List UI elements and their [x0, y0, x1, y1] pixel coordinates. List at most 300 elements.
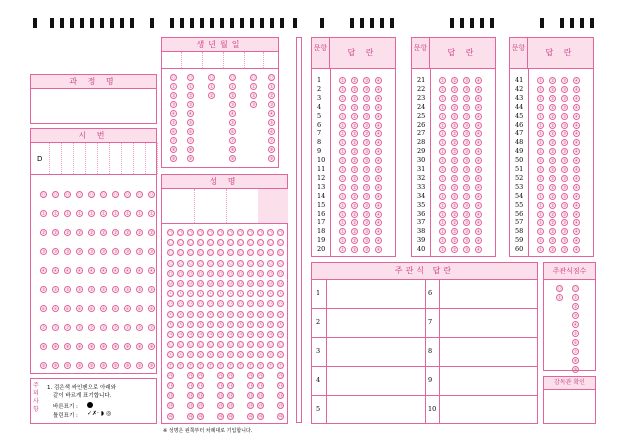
- name-bubble: ㉭: [258, 363, 263, 369]
- score-bubble: ③: [573, 314, 578, 319]
- digit-bubble: ⓪: [149, 193, 154, 198]
- subjective-number: 8: [428, 347, 433, 355]
- choice-bubble: ③: [562, 150, 567, 156]
- choice-bubble: ③: [562, 194, 567, 200]
- choice-bubble: ②: [452, 123, 457, 129]
- footnote: ※ 성명은 왼쪽부터 차례대로 기입합니다.: [163, 428, 253, 434]
- choice-bubble: ①: [340, 150, 345, 156]
- question-number: 38: [417, 227, 426, 236]
- timing-mark: [220, 18, 224, 28]
- name-bubble: ㉭: [168, 363, 173, 369]
- name-bubble: ㉠: [198, 231, 203, 236]
- choice-bubble: ③: [464, 132, 469, 138]
- choice-bubble: ④: [574, 159, 579, 165]
- choice-bubble: ④: [574, 123, 579, 129]
- name-bubble: ㉢: [188, 251, 193, 257]
- digit-bubble: ①: [101, 212, 106, 217]
- choice-bubble: ③: [464, 203, 469, 209]
- birth-digit-bubble: ⑦: [230, 139, 235, 144]
- name-bubble: ㉢: [248, 251, 253, 257]
- choice-bubble: ①: [440, 230, 445, 236]
- choice-bubble: ③: [364, 132, 369, 138]
- digit-bubble: ⓪: [125, 193, 130, 198]
- choice-bubble: ②: [550, 221, 555, 227]
- digit-bubble: ⑥: [101, 307, 106, 312]
- name-bubble: ㉭: [238, 363, 243, 369]
- birth-digit-bubble: ①: [251, 85, 256, 90]
- name-bubble: ㉬: [188, 353, 193, 359]
- choice-bubble: ①: [538, 212, 543, 218]
- choice-bubble: ②: [452, 176, 457, 182]
- number-column-rule: [528, 68, 529, 256]
- name-bubble: ㉠: [228, 231, 233, 236]
- birth-digit-bubble: ①: [188, 85, 193, 90]
- question-number: 25: [417, 111, 426, 120]
- digit-bubble: ④: [41, 269, 46, 274]
- name-bubble: ㉨: [258, 312, 263, 318]
- question-number: 22: [417, 84, 426, 93]
- name-bubble: ㉧: [238, 302, 243, 308]
- birth-digit-bubble: ⑨: [188, 157, 193, 162]
- subjective-number: 10: [428, 405, 437, 413]
- name-bubble: ㉡: [268, 241, 273, 247]
- name-bubble: ㉬: [268, 353, 273, 359]
- name-bubble: ㉲: [218, 414, 223, 420]
- digit-bubble: ①: [149, 212, 154, 217]
- choice-bubble: ③: [364, 185, 369, 191]
- digit-bubble: ⑤: [89, 288, 94, 293]
- choice-bubble: ②: [550, 168, 555, 173]
- name-bubble: ㉮: [218, 373, 223, 379]
- choice-bubble: ③: [562, 123, 567, 129]
- digit-bubble: ④: [89, 269, 94, 274]
- grid-divider: [263, 52, 264, 68]
- choice-bubble: ②: [452, 185, 457, 191]
- name-bubble: ㉫: [248, 343, 253, 349]
- choice-bubble: ②: [452, 159, 457, 165]
- name-bubble: ㉥: [268, 282, 273, 287]
- name-bubble: ㉧: [178, 302, 183, 308]
- name-bubble: ㉭: [178, 363, 183, 369]
- correct-mark-sample: [87, 402, 93, 408]
- choice-bubble: ③: [562, 239, 567, 245]
- birth-digit-bubble: ⑥: [269, 130, 274, 135]
- choice-bubble: ②: [452, 105, 457, 111]
- question-number: 44: [515, 102, 524, 111]
- digit-bubble: ⑨: [125, 364, 130, 369]
- choice-bubble: ②: [550, 105, 555, 111]
- name-bubble: ㉡: [188, 241, 193, 247]
- choice-bubble: ②: [550, 132, 555, 138]
- choice-bubble: ③: [464, 168, 469, 173]
- birth-digit-bubble: ④: [230, 112, 235, 117]
- name-bubble: ㉫: [218, 343, 223, 349]
- choice-bubble: ①: [340, 203, 345, 209]
- question-number: 8: [317, 138, 322, 147]
- timing-mark: [260, 18, 264, 28]
- name-bubble: ㉰: [218, 394, 223, 400]
- birth-digit-bubble: ③: [230, 103, 235, 108]
- digit-bubble: ③: [125, 250, 130, 255]
- name-bubble: ㉪: [208, 333, 213, 338]
- header-rule: [312, 68, 395, 69]
- choice-bubble: ④: [574, 168, 579, 173]
- choice-bubble: ①: [340, 176, 345, 182]
- choice-bubble: ④: [574, 114, 579, 120]
- row-rule: [312, 337, 537, 338]
- birth-digit-bubble: ⑧: [230, 148, 235, 153]
- choice-bubble: ②: [352, 114, 357, 120]
- name-bubble: ㉭: [208, 363, 213, 369]
- choice-bubble: ①: [340, 194, 345, 200]
- choice-bubble: ③: [562, 230, 567, 236]
- digit-bubble: ⑦: [113, 326, 118, 331]
- question-number: 46: [515, 120, 524, 129]
- digit-bubble: ②: [113, 231, 118, 236]
- name-bubble: ㉤: [218, 271, 223, 277]
- name-bubble: ㉢: [228, 251, 233, 257]
- birth-digit-bubble: ②: [209, 94, 214, 99]
- choice-bubble: ②: [452, 194, 457, 200]
- question-number: 39: [417, 236, 426, 245]
- choice-bubble: ④: [574, 230, 579, 236]
- score-bubble: ⓪: [573, 287, 578, 292]
- name-bubble: ㉯: [188, 384, 193, 389]
- exam-number-box: [30, 128, 157, 374]
- wrong-mark-label: 틀린표기 :: [53, 413, 78, 419]
- choice-bubble: ②: [352, 159, 357, 165]
- choice-bubble: ②: [550, 87, 555, 93]
- choice-bubble: ③: [562, 168, 567, 173]
- choice-bubble: ③: [364, 203, 369, 209]
- score-bubble: ⑤: [573, 332, 578, 337]
- name-bubble: ㉧: [228, 302, 233, 308]
- question-number: 10: [317, 156, 326, 165]
- mc-column-2: [411, 37, 496, 257]
- question-header: 문항: [510, 38, 528, 68]
- digit-bubble: ②: [101, 231, 106, 236]
- name-bubble: ㉥: [208, 282, 213, 287]
- grid-divider: [85, 143, 86, 174]
- digit-bubble: ⓪: [113, 193, 118, 198]
- timing-mark: [90, 18, 94, 28]
- name-bubble: ㉬: [208, 353, 213, 359]
- timing-mark: [60, 18, 64, 28]
- name-bubble: ㉫: [188, 343, 193, 349]
- choice-bubble: ①: [340, 79, 345, 84]
- name-bubble: ㉱: [278, 404, 283, 410]
- name-bubble: ㉦: [268, 292, 273, 298]
- digit-bubble: ⑤: [137, 288, 142, 293]
- subjective-number: 1: [316, 289, 321, 297]
- question-number: 14: [317, 191, 326, 200]
- choice-bubble: ②: [550, 185, 555, 191]
- question-number: 31: [417, 165, 426, 173]
- choice-bubble: ②: [550, 141, 555, 147]
- choice-bubble: ④: [376, 203, 381, 209]
- choice-bubble: ①: [538, 248, 543, 254]
- digit-bubble: ⑨: [113, 364, 118, 369]
- birth-digit-bubble: ①: [171, 85, 176, 90]
- timing-mark: [490, 18, 494, 28]
- birth-digit-bubble: ②: [171, 94, 176, 99]
- choice-bubble: ②: [352, 239, 357, 245]
- question-number: 32: [417, 173, 426, 182]
- birth-digit-bubble: ⑤: [188, 121, 193, 126]
- birth-digit-bubble: ⑤: [269, 121, 274, 126]
- name-shaded-cell: [258, 189, 288, 223]
- name-bubble: ㉱: [218, 404, 223, 410]
- exam-number-header: 시 번: [31, 129, 156, 143]
- name-bubble: ㉪: [268, 333, 273, 338]
- subjective-number: 4: [316, 376, 321, 384]
- choice-bubble: ④: [376, 105, 381, 111]
- question-number: 53: [515, 182, 524, 191]
- name-bubble: ㉭: [278, 363, 283, 369]
- digit-bubble: ⑧: [149, 345, 154, 350]
- digit-bubble: ①: [65, 212, 70, 217]
- name-bubble: ㉢: [178, 251, 183, 257]
- name-bubble: ㉭: [268, 363, 273, 369]
- digit-bubble: ④: [113, 269, 118, 274]
- digit-bubble: ⑦: [53, 326, 58, 331]
- digit-bubble: ⓪: [101, 193, 106, 198]
- choice-bubble: ①: [440, 96, 445, 102]
- question-number: 58: [515, 227, 524, 236]
- digit-bubble: ①: [77, 212, 82, 217]
- digit-bubble: ⑤: [53, 288, 58, 293]
- score-bubble: ⑥: [573, 341, 578, 346]
- name-bubble: ㉯: [228, 384, 233, 389]
- name-bubble: ㉣: [228, 261, 233, 267]
- name-bubble: ㉠: [168, 231, 173, 236]
- left-number-rule: [326, 279, 327, 423]
- choice-bubble: ③: [364, 141, 369, 147]
- choice-bubble: ④: [476, 87, 481, 93]
- choice-bubble: ②: [352, 176, 357, 182]
- choice-bubble: ①: [340, 239, 345, 245]
- name-bubble: ㉮: [278, 373, 283, 379]
- name-bubble: ㉥: [248, 282, 253, 287]
- question-number: 17: [317, 218, 326, 227]
- digit-bubble: ⑨: [65, 364, 70, 369]
- choice-bubble: ③: [464, 114, 469, 120]
- digit-bubble: ①: [137, 212, 142, 217]
- name-bubble: ㉥: [168, 282, 173, 287]
- question-number: 24: [417, 102, 426, 111]
- choice-bubble: ③: [562, 141, 567, 147]
- name-bubble: ㉲: [278, 414, 283, 420]
- choice-bubble: ①: [340, 221, 345, 227]
- name-bubble: ㉧: [258, 302, 263, 308]
- choice-bubble: ①: [538, 194, 543, 200]
- choice-bubble: ④: [376, 141, 381, 147]
- question-number: 52: [515, 173, 524, 182]
- name-bubble: ㉮: [248, 373, 253, 379]
- choice-bubble: ③: [562, 185, 567, 191]
- course-name-box: [30, 74, 157, 124]
- digit-bubble: ⓪: [137, 193, 142, 198]
- name-bubble: ㉬: [178, 353, 183, 359]
- name-bubble: ㉡: [178, 241, 183, 247]
- digit-bubble: ③: [53, 250, 58, 255]
- digit-bubble: ⑨: [101, 364, 106, 369]
- name-bubble: ㉭: [218, 363, 223, 369]
- subjective-answer-box: [311, 262, 538, 424]
- question-number: 29: [417, 147, 426, 156]
- name-bubble: ㉬: [218, 353, 223, 359]
- question-number: 60: [515, 245, 524, 254]
- choice-bubble: ④: [376, 176, 381, 182]
- name-bubble: ㉪: [198, 333, 203, 338]
- question-number: 43: [515, 93, 524, 102]
- choice-bubble: ②: [352, 194, 357, 200]
- birth-digit-bubble: ⑥: [230, 130, 235, 135]
- name-bubble: ㉣: [258, 261, 263, 267]
- choice-bubble: ④: [574, 87, 579, 93]
- birth-digit-bubble: ⓪: [188, 76, 193, 81]
- digit-bubble: ⑦: [149, 326, 154, 331]
- name-bubble: ㉢: [218, 251, 223, 257]
- question-number: 30: [417, 156, 426, 165]
- row-rule: [312, 366, 537, 367]
- choice-bubble: ②: [452, 87, 457, 93]
- digit-bubble: ⑥: [137, 307, 142, 312]
- choice-bubble: ①: [440, 114, 445, 120]
- name-bubble: ㉬: [228, 353, 233, 359]
- birth-digit-bubble: ⓪: [251, 76, 256, 81]
- name-bubble: ㉠: [278, 231, 283, 236]
- name-bubble: ㉭: [198, 363, 203, 369]
- choice-bubble: ②: [352, 96, 357, 102]
- name-bubble: ㉦: [168, 292, 173, 298]
- choice-bubble: ②: [352, 168, 357, 173]
- name-bubble: ㉠: [178, 231, 183, 236]
- name-bubble: ㉫: [258, 343, 263, 349]
- name-bubble: ㉯: [168, 384, 173, 389]
- answer-header: 답 란: [430, 38, 495, 68]
- grid-divider: [145, 143, 146, 174]
- timing-mark: [390, 18, 394, 28]
- name-bubble: ㉱: [228, 404, 233, 410]
- choice-bubble: ①: [340, 230, 345, 236]
- choice-bubble: ②: [452, 203, 457, 209]
- name-bubble: ㉪: [228, 333, 233, 338]
- timing-mark: [293, 18, 297, 28]
- name-bubble: ㉦: [278, 292, 283, 298]
- choice-bubble: ①: [440, 159, 445, 165]
- name-bubble: ㉠: [208, 231, 213, 236]
- name-bubble: ㉥: [178, 282, 183, 287]
- choice-bubble: ②: [550, 114, 555, 120]
- choice-bubble: ③: [464, 141, 469, 147]
- choice-bubble: ①: [440, 194, 445, 200]
- choice-bubble: ③: [364, 87, 369, 93]
- name-bubble: ㉦: [208, 292, 213, 298]
- digit-bubble: ③: [137, 250, 142, 255]
- digit-bubble: ⑧: [113, 345, 118, 350]
- birth-digit-bubble: ⑦: [171, 139, 176, 144]
- question-number: 54: [515, 191, 524, 200]
- choice-bubble: ②: [550, 159, 555, 165]
- name-bubble: ㉨: [188, 312, 193, 318]
- timing-mark: [110, 18, 114, 28]
- name-bubble: ㉧: [198, 302, 203, 308]
- choice-bubble: ③: [562, 203, 567, 209]
- name-bubble: ㉢: [268, 251, 273, 257]
- name-bubble: ㉧: [168, 302, 173, 308]
- choice-bubble: ①: [440, 176, 445, 182]
- grid-divider: [61, 143, 62, 174]
- digit-bubble: ⓪: [41, 193, 46, 198]
- choice-bubble: ③: [562, 114, 567, 120]
- choice-bubble: ④: [574, 132, 579, 138]
- name-bubble: ㉰: [188, 394, 193, 400]
- grid-divider: [97, 143, 98, 174]
- birth-digit-bubble: ①: [209, 85, 214, 90]
- name-bubble: ㉡: [248, 241, 253, 247]
- choice-bubble: ④: [574, 203, 579, 209]
- question-number: 15: [317, 200, 326, 209]
- digit-bubble: ⑨: [77, 364, 82, 369]
- name-bubble: ㉪: [238, 333, 243, 338]
- name-bubble: ㉱: [198, 404, 203, 410]
- birth-digit-bubble: ②: [230, 94, 235, 99]
- digit-bubble: ⑦: [125, 326, 130, 331]
- digit-bubble: ①: [125, 212, 130, 217]
- name-bubble: ㉫: [178, 343, 183, 349]
- name-bubble: ㉠: [218, 231, 223, 236]
- name-bubble: ㉩: [168, 322, 173, 328]
- digit-bubble: ⑥: [89, 307, 94, 312]
- choice-bubble: ②: [352, 132, 357, 138]
- divider-bar: [296, 37, 302, 423]
- choice-bubble: ②: [352, 230, 357, 236]
- digit-bubble: ⑦: [41, 326, 46, 331]
- timing-mark: [170, 18, 174, 28]
- choice-bubble: ②: [452, 212, 457, 218]
- name-bubble: ㉦: [248, 292, 253, 298]
- digit-bubble: ⑧: [89, 345, 94, 350]
- name-bubble: ㉲: [248, 414, 253, 420]
- name-bubble: ㉡: [228, 241, 233, 247]
- question-number: 34: [417, 191, 426, 200]
- question-number: 18: [317, 227, 326, 236]
- choice-bubble: ③: [562, 105, 567, 111]
- choice-bubble: ②: [550, 176, 555, 182]
- birth-date-header: 생년월일: [162, 38, 278, 52]
- choice-bubble: ③: [464, 230, 469, 236]
- choice-bubble: ①: [340, 168, 345, 173]
- digit-bubble: ②: [41, 231, 46, 236]
- choice-bubble: ②: [550, 212, 555, 218]
- name-bubble: ㉦: [228, 292, 233, 298]
- name-bubble: ㉣: [198, 261, 203, 267]
- question-number: 1: [317, 76, 322, 84]
- name-bubble: ㉢: [238, 251, 243, 257]
- name-bubble: ㉫: [208, 343, 213, 349]
- subjective-number: 6: [428, 289, 433, 297]
- timing-mark: [540, 18, 544, 28]
- name-bubble: ㉢: [198, 251, 203, 257]
- digit-bubble: ⑧: [137, 345, 142, 350]
- choice-bubble: ③: [562, 212, 567, 218]
- name-bubble: ㉩: [238, 322, 243, 328]
- birth-digit-bubble: ③: [251, 103, 256, 108]
- digit-bubble: ⑥: [125, 307, 130, 312]
- birth-date-box: [161, 37, 279, 168]
- choice-bubble: ③: [364, 150, 369, 156]
